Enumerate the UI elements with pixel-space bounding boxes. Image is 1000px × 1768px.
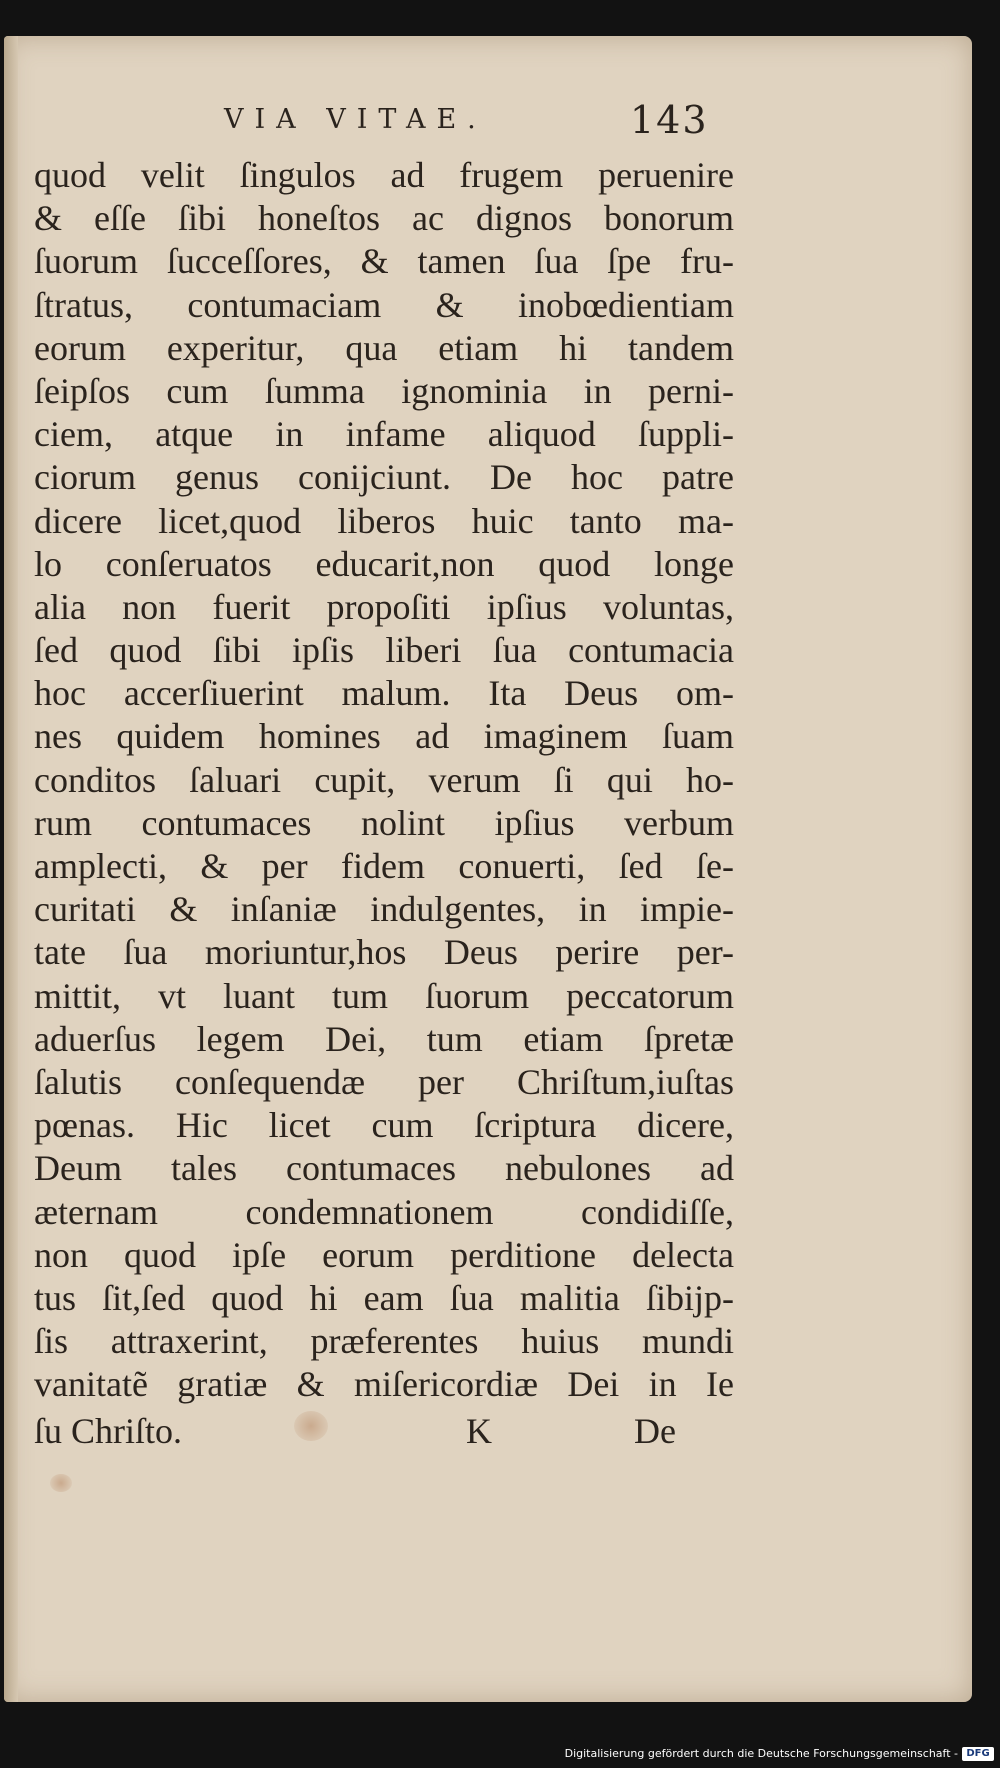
text-line: non quod ipſe eorum perditione delecta [34, 1234, 734, 1275]
text-line: ciorum genus conijciunt. De hoc patre [34, 457, 734, 498]
book-page [4, 36, 972, 1702]
text-line: ſalutis conſequendæ per Chriſtum,iuſtas [34, 1061, 734, 1102]
text-line: dicere licet,quod liberos huic tanto ma- [34, 500, 734, 541]
text-line: pœnas. Hic licet cum ſcriptura dicere, [34, 1105, 734, 1146]
text-line: mittit, vt luant tum ſuorum peccatorum [34, 975, 734, 1016]
credit-bar [0, 1742, 1000, 1768]
page-number: 143 [630, 98, 709, 142]
text-line: ſis attraxerint, præferentes huius mundi [34, 1321, 734, 1362]
final-line [34, 1410, 694, 1454]
text-line: vanitatẽ gratiæ & miſericordiæ Dei in Ie [34, 1364, 734, 1405]
text-line: quod velit ſingulos ad frugem peruenire [34, 155, 734, 195]
text-line: alia non fuerit propoſiti ipſius voluntas, [34, 586, 734, 627]
text-line: tate ſua moriuntur,hos Deus perire per- [34, 932, 734, 973]
text-line: tus ſit,ſed quod hi eam ſua malitia ſibijp- [34, 1277, 734, 1318]
text-line: ſed quod ſibi ipſis liberi ſua contumacia [34, 630, 734, 671]
text-line: nes quidem homines ad imaginem ſuam [34, 716, 734, 757]
page-header [4, 98, 972, 142]
running-title: VIA VITAE. [224, 104, 487, 135]
page-binding-edge [4, 36, 18, 1702]
text-line: ſtratus, contumaciam & inobœdientiam [34, 284, 734, 325]
text-line: lo conſeruatos educarit,non quod longe [34, 543, 734, 584]
text-line: ciem, atque in infame aliquod ſuppli- [34, 414, 734, 455]
foxing-spot [50, 1474, 72, 1492]
body-text [34, 154, 734, 1406]
last-line-text: ſu Chriſto. [34, 1411, 183, 1451]
dfg-logo: DFG [962, 1747, 994, 1761]
catchword: De [634, 1411, 676, 1451]
text-line: aduerſus legem Dei, tum etiam ſpretæ [34, 1018, 734, 1059]
text-line: conditos ſaluari cupit, verum ſi qui ho- [34, 759, 734, 800]
text-line: ſeipſos cum ſumma ignominia in perni- [34, 370, 734, 411]
credit-text: Digitalisierung gefördert durch die Deutsche Forschungsgemeinschaft - [564, 1747, 958, 1760]
signature-mark: K [466, 1411, 492, 1451]
text-line: hoc accerſiuerint malum. Ita Deus om- [34, 673, 734, 714]
text-line: ſuorum ſucceſſores, & tamen ſua ſpe fru- [34, 241, 734, 282]
text-line: curitati & inſaniæ indulgentes, in impie- [34, 889, 734, 930]
text-line: & eſſe ſibi honeſtos ac dignos bonorum [34, 198, 734, 239]
text-line: æternam condemnationem condidiſſe, [34, 1191, 734, 1232]
text-line: eorum experitur, qua etiam hi tandem [34, 327, 734, 368]
text-line: rum contumaces nolint ipſius verbum [34, 802, 734, 843]
text-line: Deum tales contumaces nebulones ad [34, 1148, 734, 1189]
text-line: amplecti, & per fidem conuerti, ſed ſe- [34, 846, 734, 886]
